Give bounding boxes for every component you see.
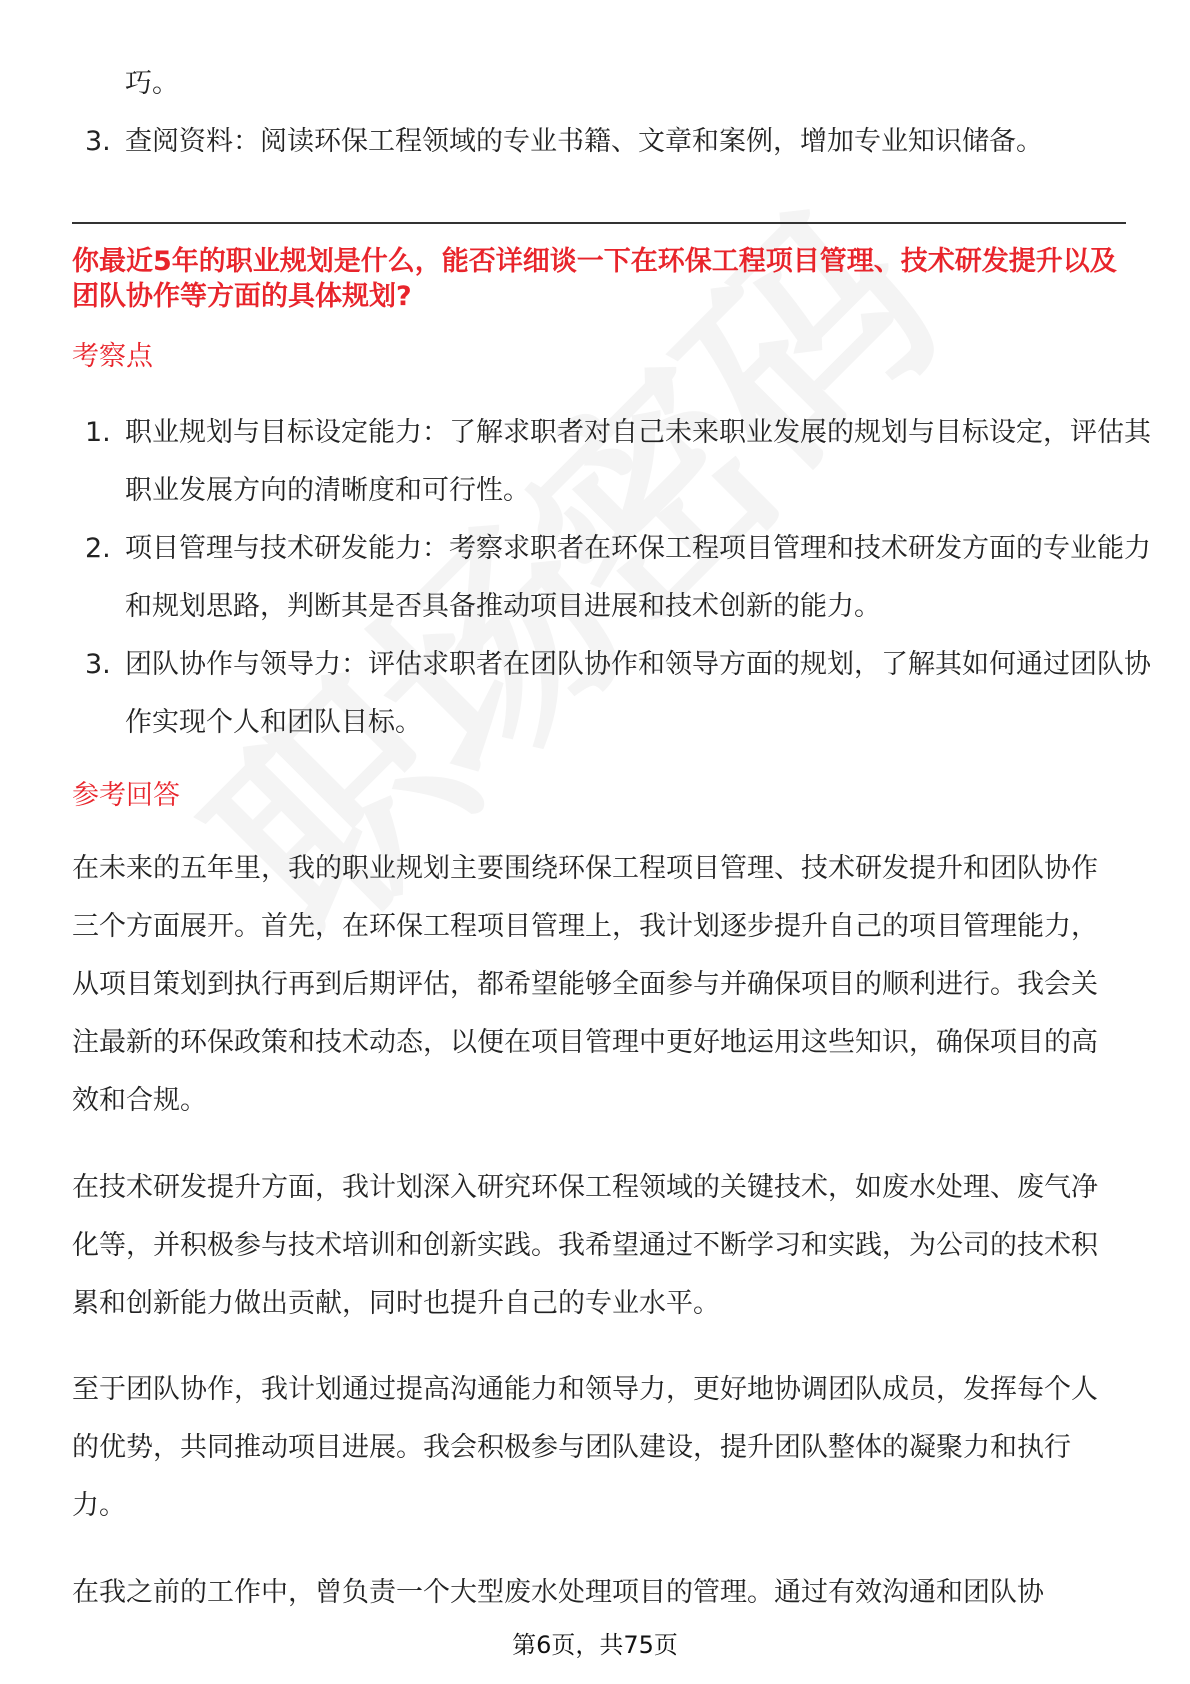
kaochadian-heading: 考察点 [72, 341, 153, 372]
kaochadian-list [72, 404, 1155, 752]
list-item-text: 团队协作与领导力：评估求职者在团队协作和领导方面的规划，了解其如何通过团队协作实现个人和团队目标。 [125, 649, 1151, 738]
list-item-text: 查阅资料：阅读环保工程领域的专业书籍、文章和案例，增加专业知识储备。 [125, 126, 1043, 157]
cankao-heading: 参考回答 [72, 780, 180, 811]
tips-list [72, 113, 1155, 171]
list-item [72, 113, 1155, 171]
answer-paragraph: 至于团队协作，我计划通过提高沟通能力和领导力，更好地协调团队成员，发挥每个人的优势，共同推动项目进展。我会积极参与团队建设，提升团队整体的凝聚力和执行力。 [72, 1374, 1098, 1521]
answer-paragraph: 在我之前的工作中，曾负责一个大型废水处理项目的管理。通过有效沟通和团队协 [72, 1577, 1044, 1608]
list-number: 3. [85, 126, 111, 157]
answer-paragraph: 在技术研发提升方面，我计划深入研究环保工程领域的关键技术，如废水处理、废气净化等，并积极参与技术培训和创新实践。我希望通过不断学习和实践，为公司的技术积累和创新能力做出贡献，同时也提升自己的专业水平。 [72, 1172, 1098, 1319]
answer-paragraph: 在未来的五年里，我的职业规划主要围绕环保工程项目管理、技术研发提升和团队协作三个方面展开。首先，在环保工程项目管理上，我计划逐步提升自己的项目管理能力，从项目策划到执行再到后期评估，都希望能够全面参与并确保项目的顺利进行。我会关注最新的环保政策和技术动态，以便在项目管理中更好地运用这些知识，确保项目的高效和合规。 [72, 853, 1098, 1116]
list-number: 3. [85, 649, 111, 680]
list-item-text: 项目管理与技术研发能力：考察求职者在环保工程项目管理和技术研发方面的专业能力和规划思路，判断其是否具备推动项目进展和技术创新的能力。 [125, 533, 1151, 622]
list-number: 2. [85, 533, 111, 564]
list-number: 1. [85, 417, 111, 448]
section-divider [72, 222, 1126, 224]
list-item [72, 520, 1155, 636]
continuation-text: 巧。 [125, 68, 179, 99]
list-item [72, 636, 1155, 752]
question-title: 你最近5年的职业规划是什么，能否详细谈一下在环保工程项目管理、技术研发提升以及团队协作等方面的具体规划? [72, 246, 1117, 312]
page-number: 第6页，共75页 [512, 1631, 678, 1659]
list-item [72, 404, 1155, 520]
list-item-text: 职业规划与目标设定能力：了解求职者对自己未来职业发展的规划与目标设定，评估其职业发展方向的清晰度和可行性。 [125, 417, 1151, 506]
